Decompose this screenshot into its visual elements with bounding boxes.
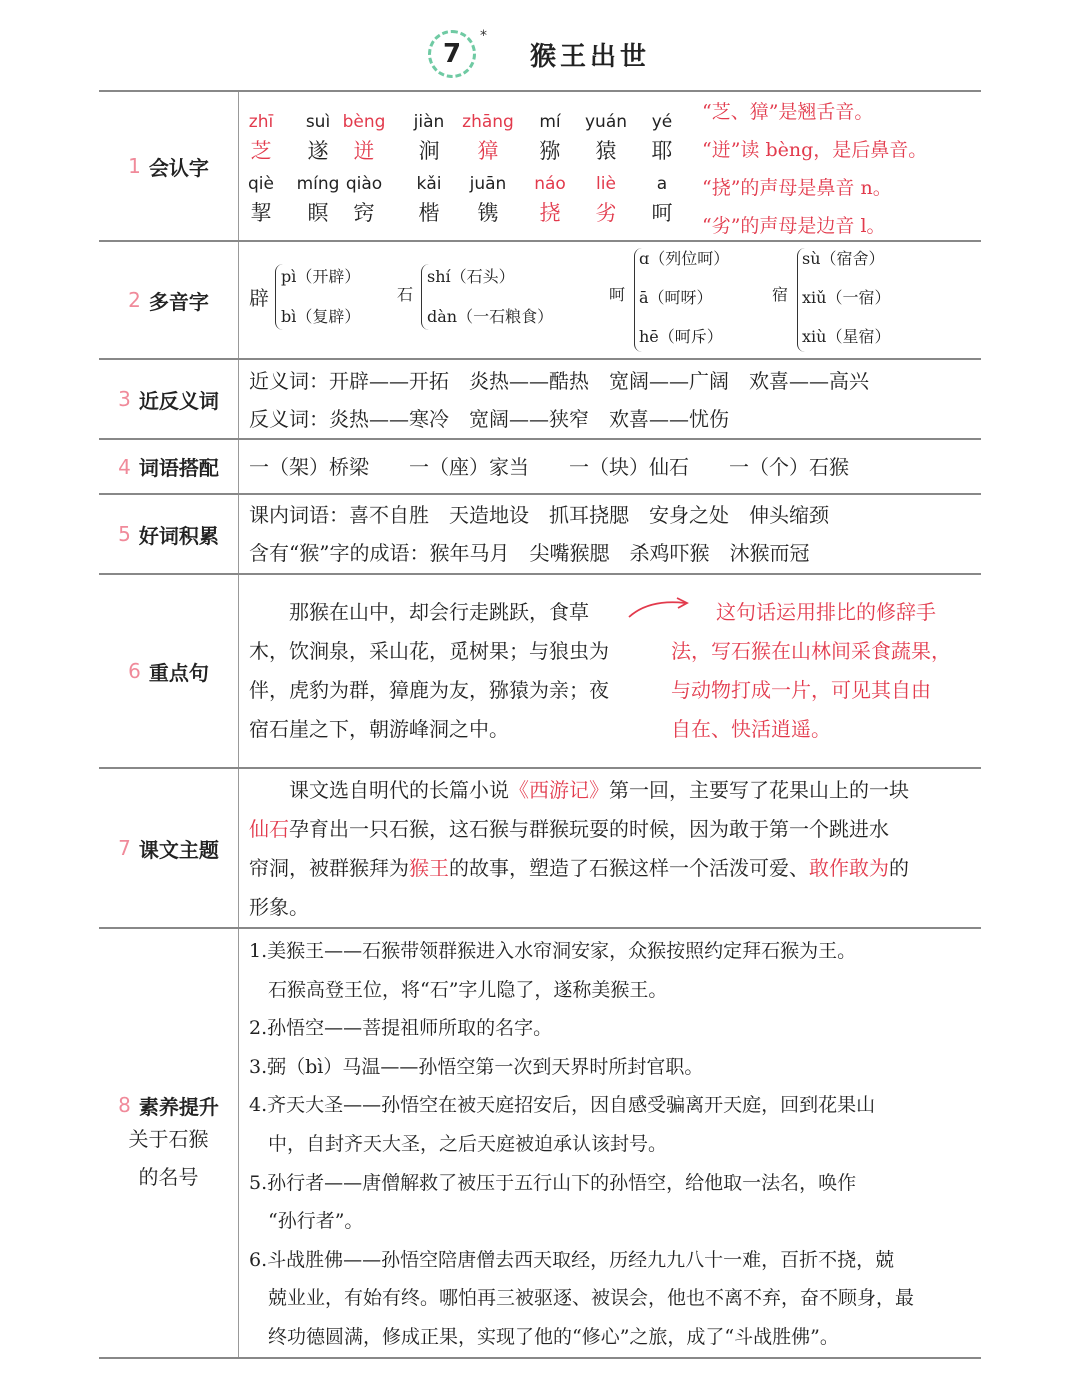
hanzi: 猕 bbox=[539, 139, 561, 163]
reading: xiù（星宿） bbox=[802, 327, 891, 346]
name-entry-line: 终功德圆满，修成正果，实现了他的“修心”之旅，成了“斗战胜佛”。 bbox=[249, 1326, 839, 1348]
analysis-line: 自在、快活逍遥。 bbox=[671, 717, 831, 741]
theme-line: 课文选自明代的长篇小说《西游记》第一回，主要写了花果山上的一块 bbox=[249, 778, 909, 802]
hanzi: 耶 bbox=[651, 139, 673, 163]
note-line: “挠”的声母是鼻音 n。 bbox=[702, 177, 892, 199]
section-number: 5 bbox=[118, 522, 131, 546]
theme-line: 形象。 bbox=[249, 895, 309, 919]
idioms-line: 含有“猴”字的成语：猴年马月 尖嘴猴腮 杀鸡吓猴 沐猴而冠 bbox=[249, 541, 810, 565]
pinyin: kǎi bbox=[416, 174, 442, 194]
collocation-line: 一（架）桥梁 一（座）家当 一（块）仙石 一（个）石猴 bbox=[249, 455, 849, 479]
reading: ɑ（列位呵） bbox=[639, 249, 730, 268]
hanzi: 劣 bbox=[595, 201, 617, 225]
sentence-line: 伴，虎豹为群，獐鹿为友，猕猿为亲；夜 bbox=[249, 678, 609, 702]
theme-line: 帘洞，被群猴拜为猴王的故事，塑造了石猴这样一个活泼可爱、敢作敢为的 bbox=[249, 856, 909, 880]
section-number: 8 bbox=[118, 1093, 131, 1117]
name-entry-line: 4.齐天大圣——孙悟空在被天庭招安后，因自感受骗离开天庭，回到花果山 bbox=[249, 1094, 876, 1117]
section-theme bbox=[99, 767, 981, 927]
note-line: “迸”读 bèng，是后鼻音。 bbox=[702, 139, 928, 161]
words-line: 课内词语：喜不自胜 天造地设 抓耳挠腮 安身之处 伸头缩颈 bbox=[249, 503, 829, 527]
hanzi: 芝 bbox=[250, 139, 272, 163]
name-entry-line: 兢业业，有始有终。哪怕再三被驱逐、被误会，他也不离不弃，奋不顾身，最 bbox=[249, 1287, 915, 1310]
section-label bbox=[99, 92, 239, 240]
lesson-title: 猴王出世 bbox=[530, 42, 651, 72]
polyphone-char: 宿 bbox=[772, 285, 789, 304]
pinyin: liè bbox=[596, 174, 616, 194]
reading: bì（复辟） bbox=[281, 307, 361, 326]
name-entry-line: 中，自封齐天大圣，之后天庭被迫承认该封号。 bbox=[249, 1133, 668, 1155]
name-entry-line: 5.孙行者——唐僧解救了被压于五行山下的孙悟空，给他取一法名，唤作 bbox=[249, 1171, 857, 1194]
pinyin: a bbox=[656, 174, 668, 194]
sentence-line: 那猴在山中，却会行走跳跃，食草 bbox=[249, 600, 589, 624]
hanzi: 挈 bbox=[250, 201, 272, 225]
section-good-words bbox=[99, 493, 981, 573]
section-title: 课文主题 bbox=[138, 837, 219, 862]
section-label bbox=[99, 495, 239, 573]
section-label bbox=[99, 575, 239, 767]
pinyin: juān bbox=[469, 174, 507, 194]
note-line: “劣”的声母是边音 l。 bbox=[702, 215, 886, 237]
section-title: 会认字 bbox=[148, 155, 209, 180]
sentence-line: 宿石崖之下，朝游峰洞之中。 bbox=[249, 717, 509, 741]
hanzi: 涧 bbox=[418, 139, 440, 163]
pinyin: zhāng bbox=[462, 112, 514, 132]
hanzi: 迸 bbox=[353, 139, 375, 163]
antonym-line: 反义词：炎热——寒冷 宽阔——狭窄 欢喜——忧伤 bbox=[249, 407, 729, 431]
section-title: 多音字 bbox=[148, 289, 209, 314]
section-number: 6 bbox=[128, 659, 141, 683]
name-entry-line: 1.美猴王——石猴带领群猴进入水帘洞安家，众猴按照约定拜石猴为王。 bbox=[249, 940, 857, 962]
page-header bbox=[0, 26, 1080, 86]
hanzi: 呵 bbox=[651, 201, 673, 225]
section-title: 词语搭配 bbox=[138, 456, 219, 480]
lesson-number-badge: 7 bbox=[428, 30, 476, 78]
section-collocations bbox=[99, 438, 981, 493]
hanzi: 遂 bbox=[307, 139, 329, 163]
reading: dàn（一石粮食） bbox=[427, 307, 554, 326]
section-number: 4 bbox=[118, 454, 131, 479]
section-synonyms bbox=[99, 358, 981, 438]
pinyin: míng bbox=[296, 174, 340, 194]
polyphone-char: 石 bbox=[397, 285, 414, 304]
section-label bbox=[99, 440, 239, 493]
reading: sù（宿舍） bbox=[802, 249, 885, 268]
section-number: 2 bbox=[128, 288, 141, 312]
polyphone-char: 呵 bbox=[609, 285, 626, 304]
reading: pì（开辟） bbox=[281, 267, 361, 286]
synonym-line: 近义词：开辟——开拓 炎热——酷热 宽阔——广阔 欢喜——高兴 bbox=[249, 369, 869, 393]
name-entry-line: 2.孙悟空——菩提祖师所取的名字。 bbox=[249, 1017, 553, 1040]
section-label bbox=[99, 769, 239, 927]
section-title: 素养提升 bbox=[138, 1094, 219, 1119]
section-literacy bbox=[99, 927, 981, 1359]
annotation-arrow-icon bbox=[627, 595, 691, 621]
pinyin: jiàn bbox=[413, 112, 445, 132]
hanzi: 楷 bbox=[418, 201, 440, 225]
hanzi: 瞑 bbox=[307, 201, 329, 225]
hanzi: 挠 bbox=[539, 201, 561, 225]
lesson-star-mark: * bbox=[480, 28, 487, 44]
section-subtitle: 关于石猴 bbox=[128, 1126, 209, 1151]
pinyin: mí bbox=[539, 112, 561, 132]
hanzi: 猿 bbox=[595, 139, 617, 163]
reading: shí（石头） bbox=[427, 267, 515, 286]
section-label bbox=[99, 360, 239, 438]
theme-line: 仙石孕育出一只石猴，这石猴与群猴玩耍的时候，因为敢于第一个跳进水 bbox=[249, 817, 889, 841]
hanzi: 獐 bbox=[477, 139, 499, 163]
name-entry-line: 石猴高登王位，将“石”字儿隐了，遂称美猴王。 bbox=[249, 978, 668, 1001]
reading: ā（呵呀） bbox=[639, 288, 713, 307]
sentence-line: 木，饮涧泉，采山花，觅树果；与狼虫为 bbox=[249, 639, 609, 663]
hanzi: 窍 bbox=[353, 201, 375, 225]
pinyin: yé bbox=[651, 112, 673, 132]
polyphone-char: 辟 bbox=[249, 286, 269, 310]
section-number: 7 bbox=[118, 836, 131, 860]
reading: hē（呵斥） bbox=[639, 327, 723, 346]
section-recognize-chars bbox=[99, 90, 981, 240]
section-label bbox=[99, 929, 239, 1357]
pinyin: yuán bbox=[584, 112, 628, 132]
reading: xiǔ（一宿） bbox=[802, 288, 891, 307]
section-title: 重点句 bbox=[148, 660, 209, 685]
pinyin: zhī bbox=[248, 112, 274, 132]
section-polyphones bbox=[99, 240, 981, 358]
name-entry-line: 6.斗战胜佛——孙悟空陪唐僧去西天取经，历经九九八十一难，百折不挠，兢 bbox=[249, 1248, 895, 1271]
analysis-line: 与动物打成一片，可见其自由 bbox=[671, 678, 931, 702]
pinyin: qiè bbox=[248, 174, 274, 194]
pinyin: bèng bbox=[342, 112, 386, 132]
pinyin: qiào bbox=[345, 174, 383, 194]
analysis-line: 这句话运用排比的修辞手 bbox=[716, 600, 936, 624]
section-number: 1 bbox=[128, 154, 141, 178]
section-title: 好词积累 bbox=[138, 523, 219, 548]
name-entry-line: 3.弼（bì）马温——孙悟空第一次到天界时所封官职。 bbox=[249, 1055, 704, 1078]
section-number: 3 bbox=[118, 387, 131, 411]
pinyin: suì bbox=[305, 112, 331, 132]
section-subtitle: 的名号 bbox=[138, 1164, 199, 1189]
section-key-sentence bbox=[99, 573, 981, 767]
name-entry-line: “孙行者”。 bbox=[249, 1210, 364, 1233]
section-label bbox=[99, 242, 239, 358]
hanzi: 镌 bbox=[477, 201, 499, 225]
analysis-line: 法，写石猴在山林间采食蔬果， bbox=[671, 639, 951, 663]
note-line: “芝、獐”是翘舌音。 bbox=[702, 101, 874, 123]
section-title: 近反义词 bbox=[138, 388, 219, 413]
pinyin: náo bbox=[534, 174, 566, 194]
